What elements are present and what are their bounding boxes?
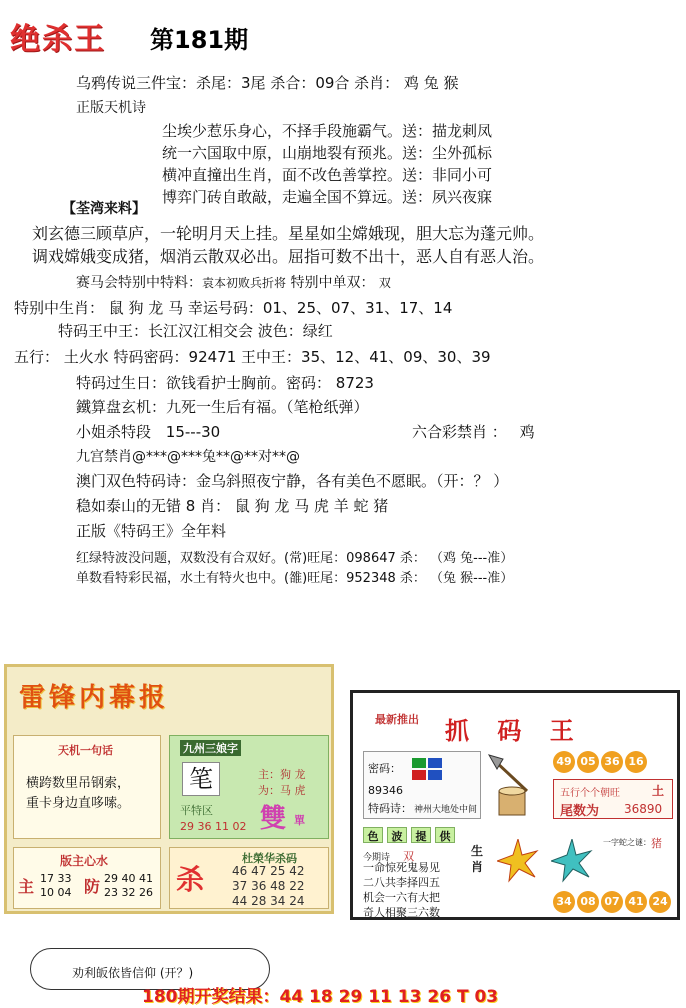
fang-nums: 29 40 41 [104,872,153,885]
result-line: 180期开奖结果：44 18 29 11 13 26 T 03 [142,987,499,1007]
banzhi-label: 版主心水 [60,854,109,868]
poem-line: 机会一六有大把 [363,891,440,904]
quannian-line: 正版《特码王》全年料 [76,522,227,540]
yizi-label: 一字蛇之谜： [603,838,651,847]
sha-char: 杀 [176,863,205,896]
jiugong-line: 九宫禁肖@***@***兔**@**对**@ [76,449,300,465]
duoguo-box [169,847,329,909]
yizi-value: 猪 [651,837,662,850]
zhuama-panel [350,690,680,920]
quanwan-line: 刘玄德三顾草庐，一轮明月天上挂。星星如尘嫦娥现，胆大忘为蓬元帅。 [32,224,545,243]
bottom-ball: 24 [649,891,671,913]
top-ball: 16 [625,751,647,773]
mima-label: 密码： [368,762,401,775]
zi-box [169,735,329,839]
mima-box [363,751,481,819]
guosheng-line: 特码过生日：欲钱看护士胸前。密码： 8723 [76,374,374,392]
saima-dan-label: 特别中单双： [290,275,375,291]
jinqi-label: 今期诗 [363,853,391,863]
tags-row [363,825,455,844]
poem-line: 博弈门砖自敢敲，走遍全国不算远。送：夙兴夜寐 [162,188,493,206]
zhu-char: 主 [18,877,35,896]
pingte-label: 平特区 [180,804,213,817]
liuhe-line [412,421,535,442]
wuhang-value: 土 [652,784,665,798]
xiaojie-value: 15---30 [165,423,221,441]
duoguo-nums: 46 47 25 42 [232,864,305,878]
honglv-line: 红绿特波没问题，双数没有合双好。(常)旺尾：098647 杀： （鸡 兔---准） [76,551,514,566]
tianji-label: 天机一句话 [58,744,113,757]
zuixin-label: 最新推出 [375,713,419,726]
tag-se: 色 [363,827,383,843]
shuang-char: 雙 [260,804,287,834]
tianji-line: 重卡身边直哆嗦。 [26,796,131,811]
dragon-icon [551,839,593,883]
liuhe-label: 六合彩禁肖 ： [412,423,507,441]
top-ball: 36 [601,751,623,773]
poem-line: 一命惊死鬼易见 [363,861,440,874]
saima-line [76,272,391,292]
zhu-label: 主：狗 龙 [258,768,306,781]
fang-char: 防 [84,877,101,896]
dan-char: 單 [294,814,305,827]
tag-ti: 提 [411,827,431,843]
bottom-ball: 07 [601,891,623,913]
cloud-text: 劝利皈依皆信仰 (开？) [72,966,194,980]
wenru-line: 稳如泰山的无错 8 肖： 鼠 狗 龙 马 虎 羊 蛇 猪 [76,497,389,515]
banzhi-box [13,847,161,909]
tianji-box [13,735,161,839]
logo-icon [412,758,442,780]
poem-line: 尘埃少惹乐身心，不择手段施霸气。送：描龙刺凤 [162,122,493,140]
duoguo-nums: 37 36 48 22 [232,879,305,893]
brand-logo: 绝杀王 [10,22,106,57]
poem-line: 统一六国取中原，山崩地裂有预兆。送：尘外孤标 [162,144,493,162]
poem-line: 二八共李择四五 [363,876,440,889]
tag-bo: 波 [387,827,407,843]
zi-label: 九州三娘字 [180,740,241,756]
top-ball: 05 [577,751,599,773]
zhu-nums: 10 04 [40,886,72,899]
leifeng-title: 雷锋内幕报 [19,683,170,713]
axe-illustration-icon [485,751,545,819]
duoguo-nums: 44 28 34 24 [232,894,305,908]
bottom-ball: 41 [625,891,647,913]
bi-char: 笔 [182,762,220,796]
pingte-nums: 29 36 11 02 [180,820,247,833]
tianjishi-title: 正版天机诗 [76,100,146,116]
aomen-line: 澳门双色特码诗：金乌斜照夜宁静，各有美色不愿眠。（开：？ ） [76,472,509,490]
tianji-line: 横跨数里吊钢索， [26,776,131,791]
fang-nums: 23 32 26 [104,886,153,899]
issue-number: 第181期 [150,26,249,54]
saima-text: 袁本初败兵折将 [202,276,287,290]
wuxing-line: 五行： 土火水 特码密码：92471 王中王：35、12、41、09、30、39 [14,348,491,366]
danshu-line: 单数看特彩民福，水土有特火也中。(雒)旺尾：952348 杀： （兔 猴---准） [76,571,514,586]
tema-wang-line: 特码王中王：长江汉江相交会 波色：绿红 [58,322,333,340]
zhuama-title: 抓 码 王 [445,716,584,745]
top-ball: 49 [553,751,575,773]
wuhang-label: 五行个个朝旺 [560,788,620,799]
bottom-ball: 08 [577,891,599,913]
liuhe-value: 鸡 [519,423,535,441]
wei-label: 为：马 虎 [258,784,306,797]
tag-gong: 供 [435,827,455,843]
bottom-ball: 34 [553,891,575,913]
quanwan-line: 调戏嫦娥变成猪，烟消云散双必出。屈指可数不出十，恶人自有恶人治。 [32,247,545,266]
leifeng-panel [4,664,334,914]
sheng-label: 生肖 [471,844,484,874]
wuya-line: 乌鸦传说三件宝：杀尾：3尾 杀合：09合 杀肖： 鸡 兔 猴 [76,74,459,92]
duoguo-label: 杜榮华杀码 [242,852,297,865]
quanwan-title: 【荃湾来料】 [62,201,146,217]
saima-label: 赛马会特别中特料： [76,275,202,291]
fireworks-icon [497,839,539,883]
tiesuan-line: 鐵算盘玄机：九死一生后有福。（笔枪纸弹） [76,398,369,416]
wuhang-box [553,779,673,819]
weishu-value: 36890 [624,802,663,816]
saima-dan-value: 双 [378,276,391,290]
zhu-nums: 17 33 [40,872,72,885]
jinqi-value: 双 [403,850,415,863]
poem-line: 横冲直撞出生肖，面不改色善掌控。送：非同小可 [162,166,493,184]
poem-line: 奇人相聚三六数 [363,906,440,919]
tema-value: 神州大地处中间 [414,805,478,815]
xiaojie-line [76,421,220,442]
weishu-label: 尾数为 [560,804,600,819]
tema-label: 特码诗： [368,802,412,815]
tebie-shengxiao-line: 特别中生肖： 鼠 狗 龙 马 幸运号码：01、25、07、31、17、14 [14,299,453,317]
xiaojie-label: 小姐杀特段 [76,423,152,441]
mima-value: 89346 [368,784,403,797]
